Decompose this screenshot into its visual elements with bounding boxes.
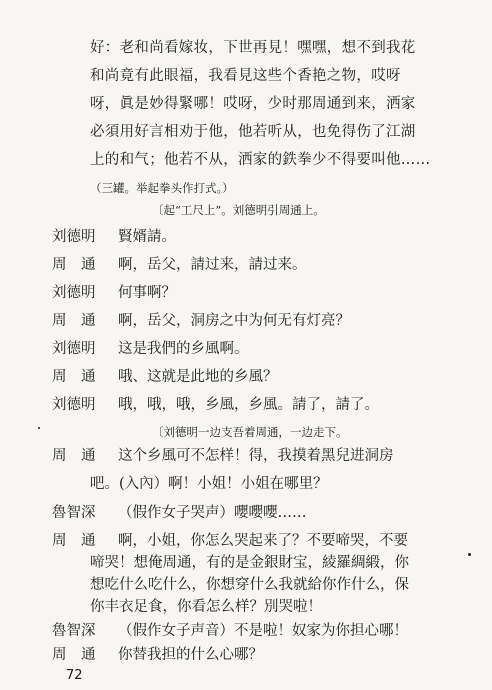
dialogue-line: 你替我担的什么心哪？ xyxy=(118,647,263,663)
ink-speck xyxy=(468,553,471,556)
dialogue-line: 啼哭！想俺周通，有的是金銀財宝，綾羅綢緞，你 xyxy=(90,555,409,571)
dialogue-line: 想吃什么吃什么，你想穿什么我就給你作什么，保 xyxy=(90,577,409,593)
dialogue-line: 賢婿請。 xyxy=(118,229,176,245)
speaker-name: 魯智深 xyxy=(52,623,96,639)
page-number: 72 xyxy=(66,668,83,683)
speaker-name: 刘德明 xyxy=(52,285,96,301)
dialogue-line: 你丰衣足食，你看怎么样？別哭啦！ xyxy=(90,599,322,615)
speaker-name: 周 通 xyxy=(52,313,96,329)
speaker-name: 刘德明 xyxy=(52,397,96,413)
stage-direction: 〔刘德明一边支吾着周通，一边走下。 xyxy=(152,425,348,439)
dialogue-line: 啊，岳父，洞房之中为何无有灯亮？ xyxy=(118,313,350,329)
dialogue-line: 啊，小姐，你怎么哭起来了？不要啼哭，不要 xyxy=(118,533,408,549)
dialogue-line: 何事啊？ xyxy=(118,285,176,301)
dialogue-line: 哦、这就是此地的乡風？ xyxy=(118,369,278,385)
speaker-name: 魯智深 xyxy=(52,505,96,521)
stage-direction: 〔起“工尺上”。刘德明引周通上。 xyxy=(152,203,325,217)
dialogue-line: 吧。(入內）啊！小姐！小姐在哪里？ xyxy=(90,476,328,492)
text-line: 好：老和尚看嫁妆，下世再見！嘿嘿，想不到我花 xyxy=(90,40,416,56)
dialogue-line: 这是我們的乡風啊。 xyxy=(118,341,249,357)
speaker-name: 周 通 xyxy=(52,448,96,464)
text-line: 上的和气；他若不从，洒家的鉄拳少不得要叫他…… xyxy=(90,152,431,168)
text-line: 必須用好言相劝于他，他若听从，也免得伤了江湖 xyxy=(90,124,416,140)
text-line: 呀，眞是妙得緊哪！哎呀，少时那周通到来，洒家 xyxy=(90,96,416,112)
dialogue-line: 哦，哦，哦，乡風，乡風。請了，請了。 xyxy=(118,397,379,413)
speaker-name: 周 通 xyxy=(52,369,96,385)
stage-direction: （三罐。举起拳头作打式。） xyxy=(90,181,234,195)
dialogue-line: （假作女子哭声）嚶嚶嚶…… xyxy=(118,505,307,521)
speaker-name: 周 通 xyxy=(52,257,96,273)
text-line: 和尚竟有此眼福，我看見这些个香艳之物，哎呀 xyxy=(90,68,401,84)
ink-speck xyxy=(38,427,40,429)
speaker-name: 刘德明 xyxy=(52,341,96,357)
speaker-name: 周 通 xyxy=(52,647,96,663)
dialogue-line: 这个乡風可不怎样！得，我摸着黑兒进洞房 xyxy=(118,448,394,464)
dialogue-line: （假作女子声音）不是啦！奴家为你担心哪！ xyxy=(118,623,408,639)
speaker-name: 刘德明 xyxy=(52,229,96,245)
speaker-name: 周 通 xyxy=(52,533,96,549)
dialogue-line: 啊，岳父，請过来，請过来。 xyxy=(118,257,307,273)
